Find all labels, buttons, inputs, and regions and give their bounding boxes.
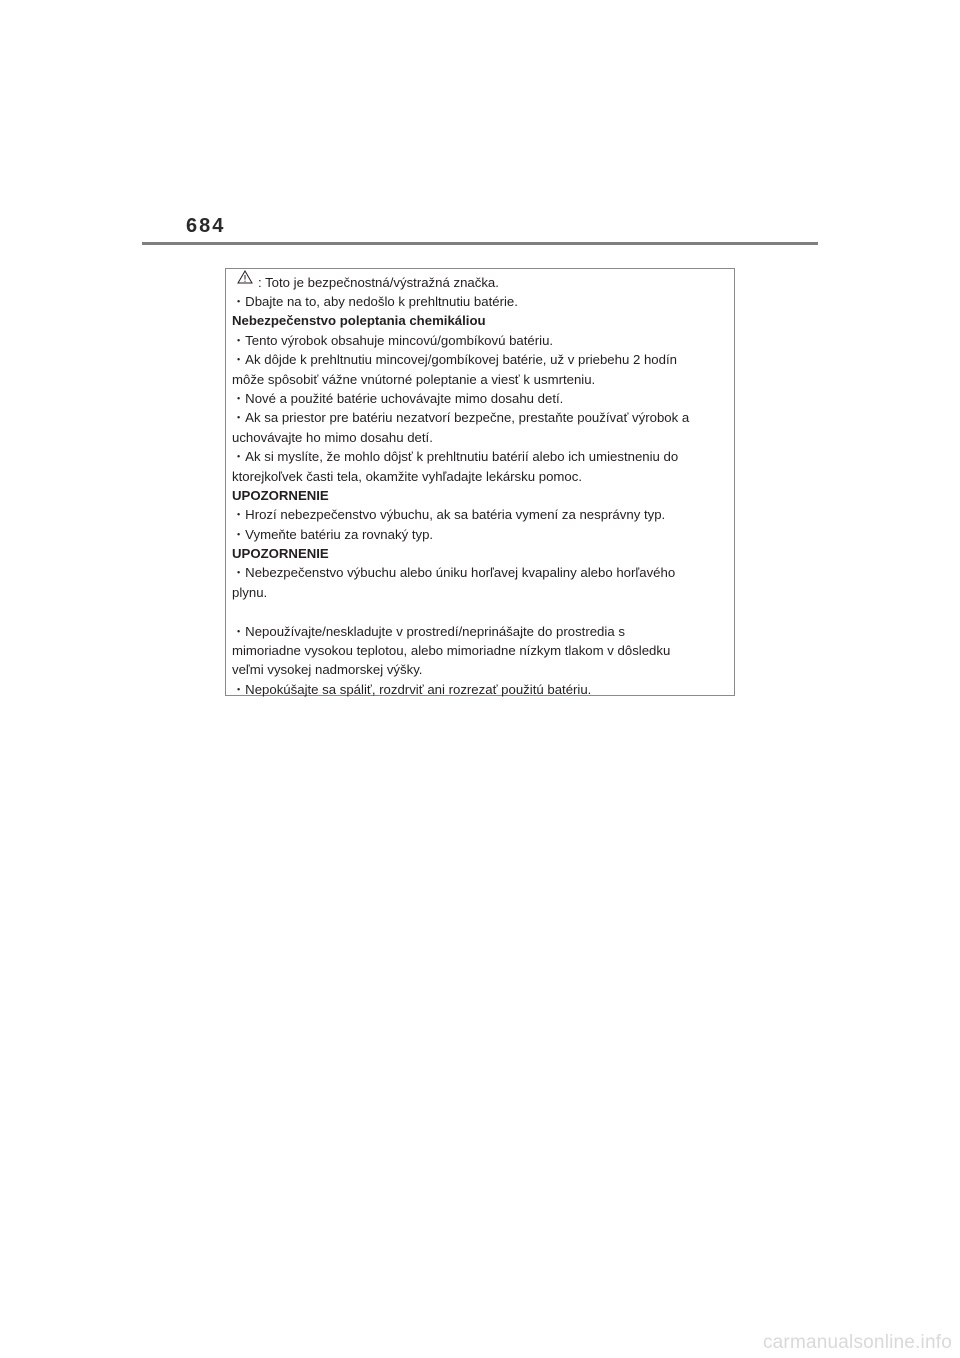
notice-line: ・Nové a použité batérie uchovávajte mimo dosahu detí. — [232, 391, 564, 406]
notice-line: ・Dbajte na to, aby nedošlo k prehltnutiu batérie. — [232, 294, 518, 309]
notice-line: uchovávajte ho mimo dosahu detí. — [232, 430, 433, 445]
watermark: carmanualsonline.info — [762, 1332, 952, 1353]
section-heading: UPOZORNENIE — [232, 546, 329, 561]
section-heading: UPOZORNENIE — [232, 488, 329, 503]
notice-line: ・Nepokúšajte sa spáliť, rozdrviť ani rozrezať použitú batériu. — [232, 682, 592, 697]
header-rule — [142, 242, 818, 245]
notice-line: : Toto je bezpečnostná/výstražná značka. — [258, 275, 499, 290]
page-number: 684 — [186, 215, 226, 237]
notice-line: ktorejkoľvek časti tela, okamžite vyhľadajte lekársku pomoc. — [232, 469, 582, 484]
notice-line: ・Vymeňte batériu za rovnaký typ. — [232, 527, 434, 542]
notice-line: ・Nebezpečenstvo výbuchu alebo úniku horľavej kvapaliny alebo horľavého — [232, 565, 676, 580]
notice-line: ・Nepoužívajte/neskladujte v prostredí/neprinášajte do prostredia s — [232, 624, 625, 639]
notice-line: ・Ak dôjde k prehltnutiu mincovej/gombíkovej batérie, už v priebehu 2 hodín — [232, 352, 677, 367]
notice-line: mimoriadne vysokou teplotou, alebo mimoriadne nízkym tlakom v dôsledku — [232, 643, 671, 658]
notice-line: ・Hrozí nebezpečenstvo výbuchu, ak sa batéria vymení za nesprávny typ. — [232, 507, 666, 522]
notice-line: ・Ak sa priestor pre batériu nezatvorí bezpečne, prestaňte používať výrobok a — [232, 410, 690, 425]
warning-triangle-icon — [237, 270, 253, 284]
notice-line: ・Tento výrobok obsahuje mincovú/gombíkovú batériu. — [232, 333, 554, 348]
notice-line: plynu. — [232, 585, 268, 600]
section-heading: Nebezpečenstvo poleptania chemikáliou — [232, 313, 486, 328]
notice-line: ・Ak si myslíte, že mohlo dôjsť k prehltnutiu batérií alebo ich umiestneniu do — [232, 449, 679, 464]
notice-line: môže spôsobiť vážne vnútorné poleptanie a viesť k usmrteniu. — [232, 372, 596, 387]
notice-line: veľmi vysokej nadmorskej výšky. — [232, 662, 423, 677]
